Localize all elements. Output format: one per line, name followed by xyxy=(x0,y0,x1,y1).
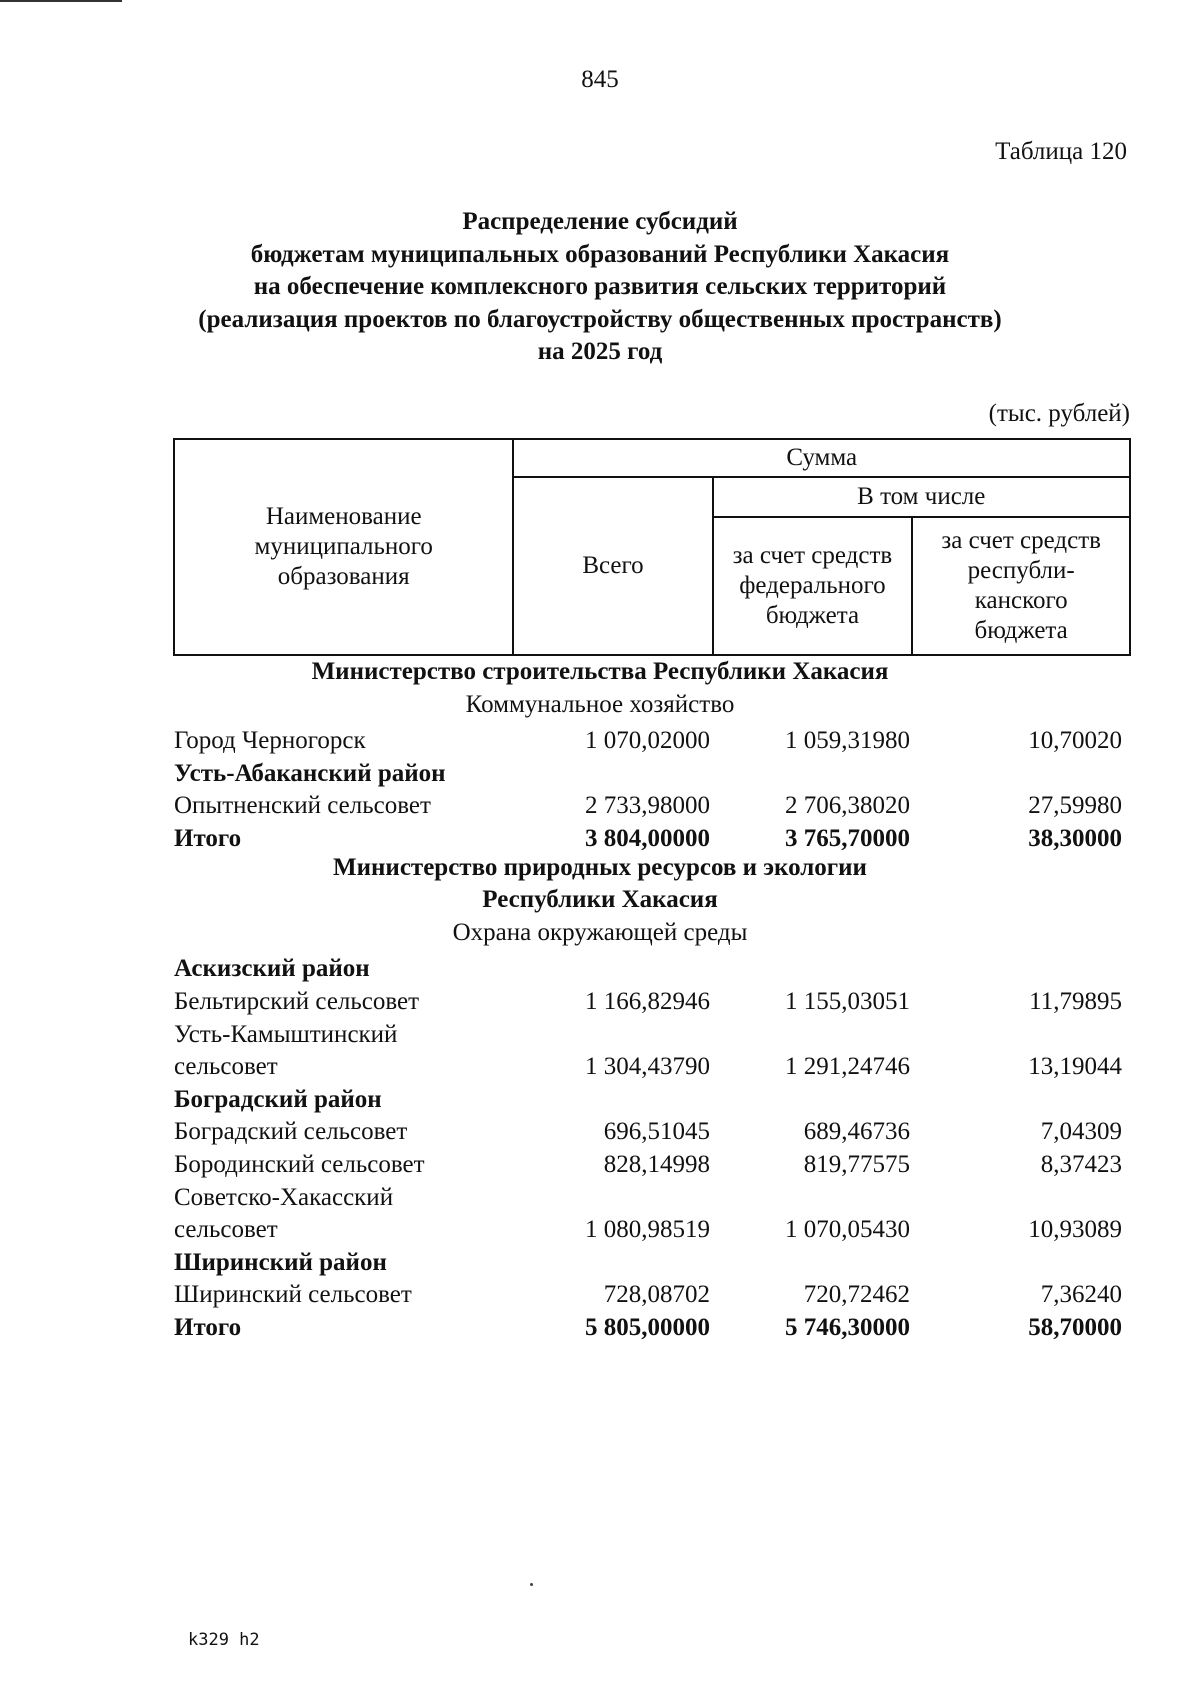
total-value: 2 733,98000 xyxy=(585,792,710,820)
table-row-name-line xyxy=(0,1184,1200,1216)
ministry-heading: Республики Хакасия xyxy=(482,886,718,914)
table-number: Таблица 120 xyxy=(995,138,1127,165)
table-row xyxy=(0,1151,1200,1183)
federal-value: 1 059,31980 xyxy=(785,727,910,755)
units-label: (тыс. рублей) xyxy=(988,400,1130,427)
municipality-name: Ширинский сельсовет xyxy=(174,1281,412,1309)
table-row xyxy=(0,1118,1200,1150)
page-number: 845 xyxy=(581,66,619,93)
sector-heading: Коммунальное хозяйство xyxy=(465,690,735,718)
district-row xyxy=(0,1086,1200,1118)
table-row xyxy=(0,988,1200,1020)
total-value: 728,08702 xyxy=(603,1281,710,1309)
sector-heading: Охрана окружающей среды xyxy=(452,918,748,946)
total-value: 3 804,00000 xyxy=(585,825,710,852)
republic-value: 10,70020 xyxy=(1028,727,1122,755)
header-sum: Сумма xyxy=(513,439,1130,477)
district-name: Аскизский район xyxy=(174,955,370,983)
title-line: на обеспечение комплексного развития сельских территорий xyxy=(253,273,947,300)
municipality-name: сельсовет xyxy=(174,1053,278,1081)
federal-value: 5 746,30000 xyxy=(785,1314,910,1341)
title-line: на 2025 год xyxy=(537,338,663,365)
republic-value: 7,04309 xyxy=(1040,1118,1122,1146)
header-federal: за счет средств федерального бюджета xyxy=(713,517,913,655)
table-row xyxy=(0,727,1200,759)
total-value: 696,51045 xyxy=(603,1118,710,1146)
table-row xyxy=(0,1053,1200,1085)
municipality-name: Опытненский сельсовет xyxy=(174,792,431,820)
footer-code: k329 h2 xyxy=(188,1630,260,1650)
title-line: бюджетам муниципальных образований Республики Хакасия xyxy=(250,240,950,268)
federal-value: 3 765,70000 xyxy=(785,825,910,852)
top-edge-line xyxy=(0,0,122,2)
total-row xyxy=(0,825,1200,857)
district-name: Усть-Абаканский район xyxy=(174,759,446,787)
municipality-name: Бородинский сельсовет xyxy=(174,1151,425,1178)
table-row xyxy=(0,1216,1200,1248)
municipality-name: Боградский сельсовет xyxy=(174,1118,408,1146)
federal-value: 689,46736 xyxy=(803,1118,910,1146)
total-value: 828,14998 xyxy=(603,1151,710,1178)
municipality-name: Итого xyxy=(174,1314,242,1341)
municipality-name: Усть-Камыштинский xyxy=(174,1020,398,1048)
federal-value: 720,72462 xyxy=(803,1281,910,1309)
header-including: В том числе xyxy=(713,477,1130,517)
title-line: Распределение субсидий xyxy=(462,208,738,235)
header-total: Всего xyxy=(513,477,712,655)
municipality-name: сельсовет xyxy=(174,1216,278,1244)
federal-value: 1 291,24746 xyxy=(785,1053,910,1081)
federal-value: 2 706,38020 xyxy=(785,792,910,820)
republic-value: 38,30000 xyxy=(1028,825,1122,852)
total-value: 1 080,98519 xyxy=(585,1216,710,1244)
republic-value: 7,36240 xyxy=(1040,1281,1122,1309)
table-row xyxy=(0,1281,1200,1313)
republic-value: 11,79895 xyxy=(1029,988,1122,1015)
district-name: Ширинский район xyxy=(174,1248,387,1276)
municipality-name: Бельтирский сельсовет xyxy=(174,988,420,1015)
district-name: Боградский район xyxy=(174,1085,382,1113)
total-value: 1 304,43790 xyxy=(585,1053,710,1081)
municipality-name: Итого xyxy=(174,825,242,852)
table-header xyxy=(173,438,1131,656)
district-row xyxy=(0,955,1200,987)
stray-dot xyxy=(530,1583,533,1586)
federal-value: 1 155,03051 xyxy=(785,988,910,1015)
municipality-name: Советско-Хакасский xyxy=(174,1183,394,1211)
federal-value: 819,77575 xyxy=(803,1151,910,1178)
district-row xyxy=(0,760,1200,792)
republic-value: 58,70000 xyxy=(1028,1314,1122,1341)
republic-value: 13,19044 xyxy=(1028,1053,1122,1081)
table-row-name-line xyxy=(0,1021,1200,1053)
title-line: (реализация проектов по благоустройству общественных пространств) xyxy=(198,305,1002,333)
total-value: 5 805,00000 xyxy=(585,1314,710,1341)
republic-value: 27,59980 xyxy=(1028,792,1122,820)
header-name-column: Наименование муниципального образования xyxy=(174,439,513,655)
total-value: 1 070,02000 xyxy=(585,727,710,755)
federal-value: 1 070,05430 xyxy=(785,1216,910,1244)
municipality-name: Город Черногорск xyxy=(174,727,366,755)
ministry-heading: Министерство строительства Республики Хакасия xyxy=(311,658,889,685)
ministry-heading: Министерство природных ресурсов и экологии xyxy=(333,853,867,881)
header-republic: за счет средств республи-канского бюджета xyxy=(912,517,1130,655)
republic-value: 10,93089 xyxy=(1028,1216,1122,1244)
district-row xyxy=(0,1249,1200,1281)
total-row xyxy=(0,1314,1200,1346)
republic-value: 8,37423 xyxy=(1040,1151,1122,1178)
table-row xyxy=(0,792,1200,824)
document-title xyxy=(100,206,1100,369)
total-value: 1 166,82946 xyxy=(585,988,710,1015)
